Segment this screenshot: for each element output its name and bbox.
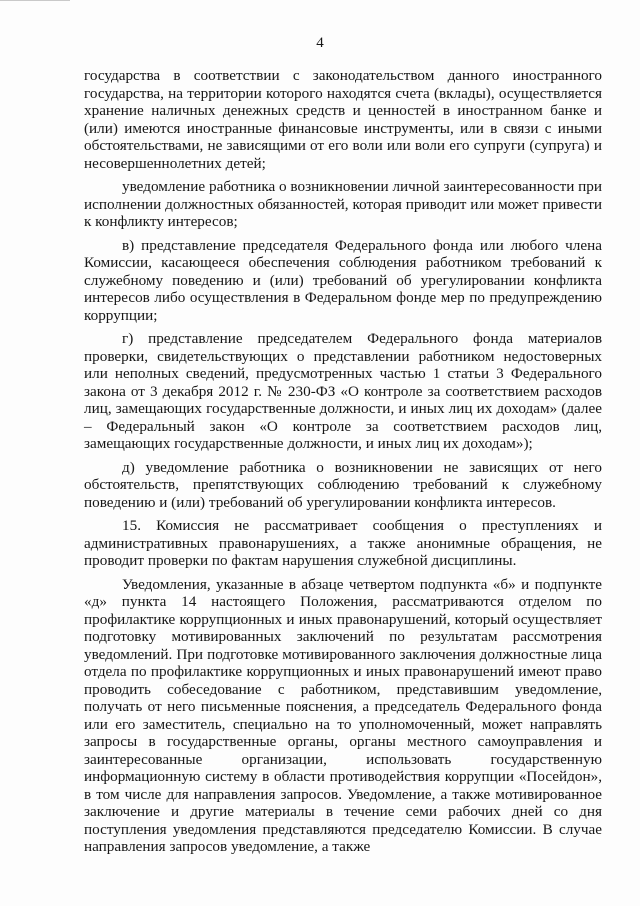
paragraph-item-d: д) уведомление работника о возникновении не зависящих от него обстоятельств, препятствующих соблюдению требований к служебному поведению и (или) требований об урегулировании конфликта интересов. — [84, 458, 602, 511]
paragraph-clause-15: 15. Комиссия не рассматривает сообщения о преступлениях и административных правонарушениях, а также анонимные обращения, не проводит проверки по фактам нарушения служебной дисциплины. — [84, 517, 602, 569]
scan-edge-mark — [0, 0, 70, 9]
paragraph-notifications-review: Уведомления, указанные в абзаце четвертом подпункта «б» и подпункте «д» пункта 14 настоящего Положения, рассматриваются отделом по профилактике коррупционных и иных правонарушений, который осуществляет подготовку мотивированных заключений по результатам рассмотрения уведомлений. При подготовке мотивированного заключения должностные лица отдела по профилактике коррупционных и иных правонарушений имеют право проводить собеседование с работником, представившим уведомление, получать от него письменные пояснения, а председатель Федерального фонда или его заместитель, специально на то уполномоченный, может направлять запросы в государственные органы, органы местного самоуправления и заинтересованные организации, использовать государственную информационную систему в области противодействия коррупции «Посейдон», в том числе для направления запросов. Уведомление, а также мотивированное заключение и другие материалы в течение семи рабочих дней со дня поступления уведомления представляются председателю Комиссии. В случае направления запросов уведомление, а также — [84, 575, 602, 855]
paragraph-notification-interest: уведомление работника о возникновении личной заинтересованности при исполнении должностных обязанностей, которая приводит или может привести к конфликту интересов; — [84, 178, 602, 230]
paragraph-item-g: г) представление председателем Федерального фонда материалов проверки, свидетельствующих о представлении работником недостоверных или неполных сведений, предусмотренных частью 1 статьи 3 Федерального закона от 3 декабря 2012 г. № 230-ФЗ «О контроле за соответствием расходов лиц, замещающих государственные должности, и иных лиц их доходам» (далее – Федеральный закон «О контроле за соответствием расходов лиц, замещающих государственные должности, и иных лиц их доходам»); — [84, 330, 602, 452]
page-number: 4 — [316, 35, 324, 51]
document-body — [84, 67, 602, 862]
paragraph-item-v: в) представление председателя Федерального фонда или любого члена Комиссии, касающееся обеспечения соблюдения работником требований к служебному поведению и (или) требований об урегулировании конфликта интересов либо осуществления в Федеральном фонде мер по предупреждению коррупции; — [84, 236, 602, 324]
paragraph-continuation: государства в соответствии с законодательством данного иностранного государства, на территории которого находятся счета (вклады), осуществляется хранение наличных денежных средств и ценностей в иностранном банке и (или) имеются иностранные финансовые инструменты, или в связи с иными обстоятельствами, не зависящими от его воли или воли его супруги (супруга) и несовершеннолетних детей; — [84, 67, 602, 172]
